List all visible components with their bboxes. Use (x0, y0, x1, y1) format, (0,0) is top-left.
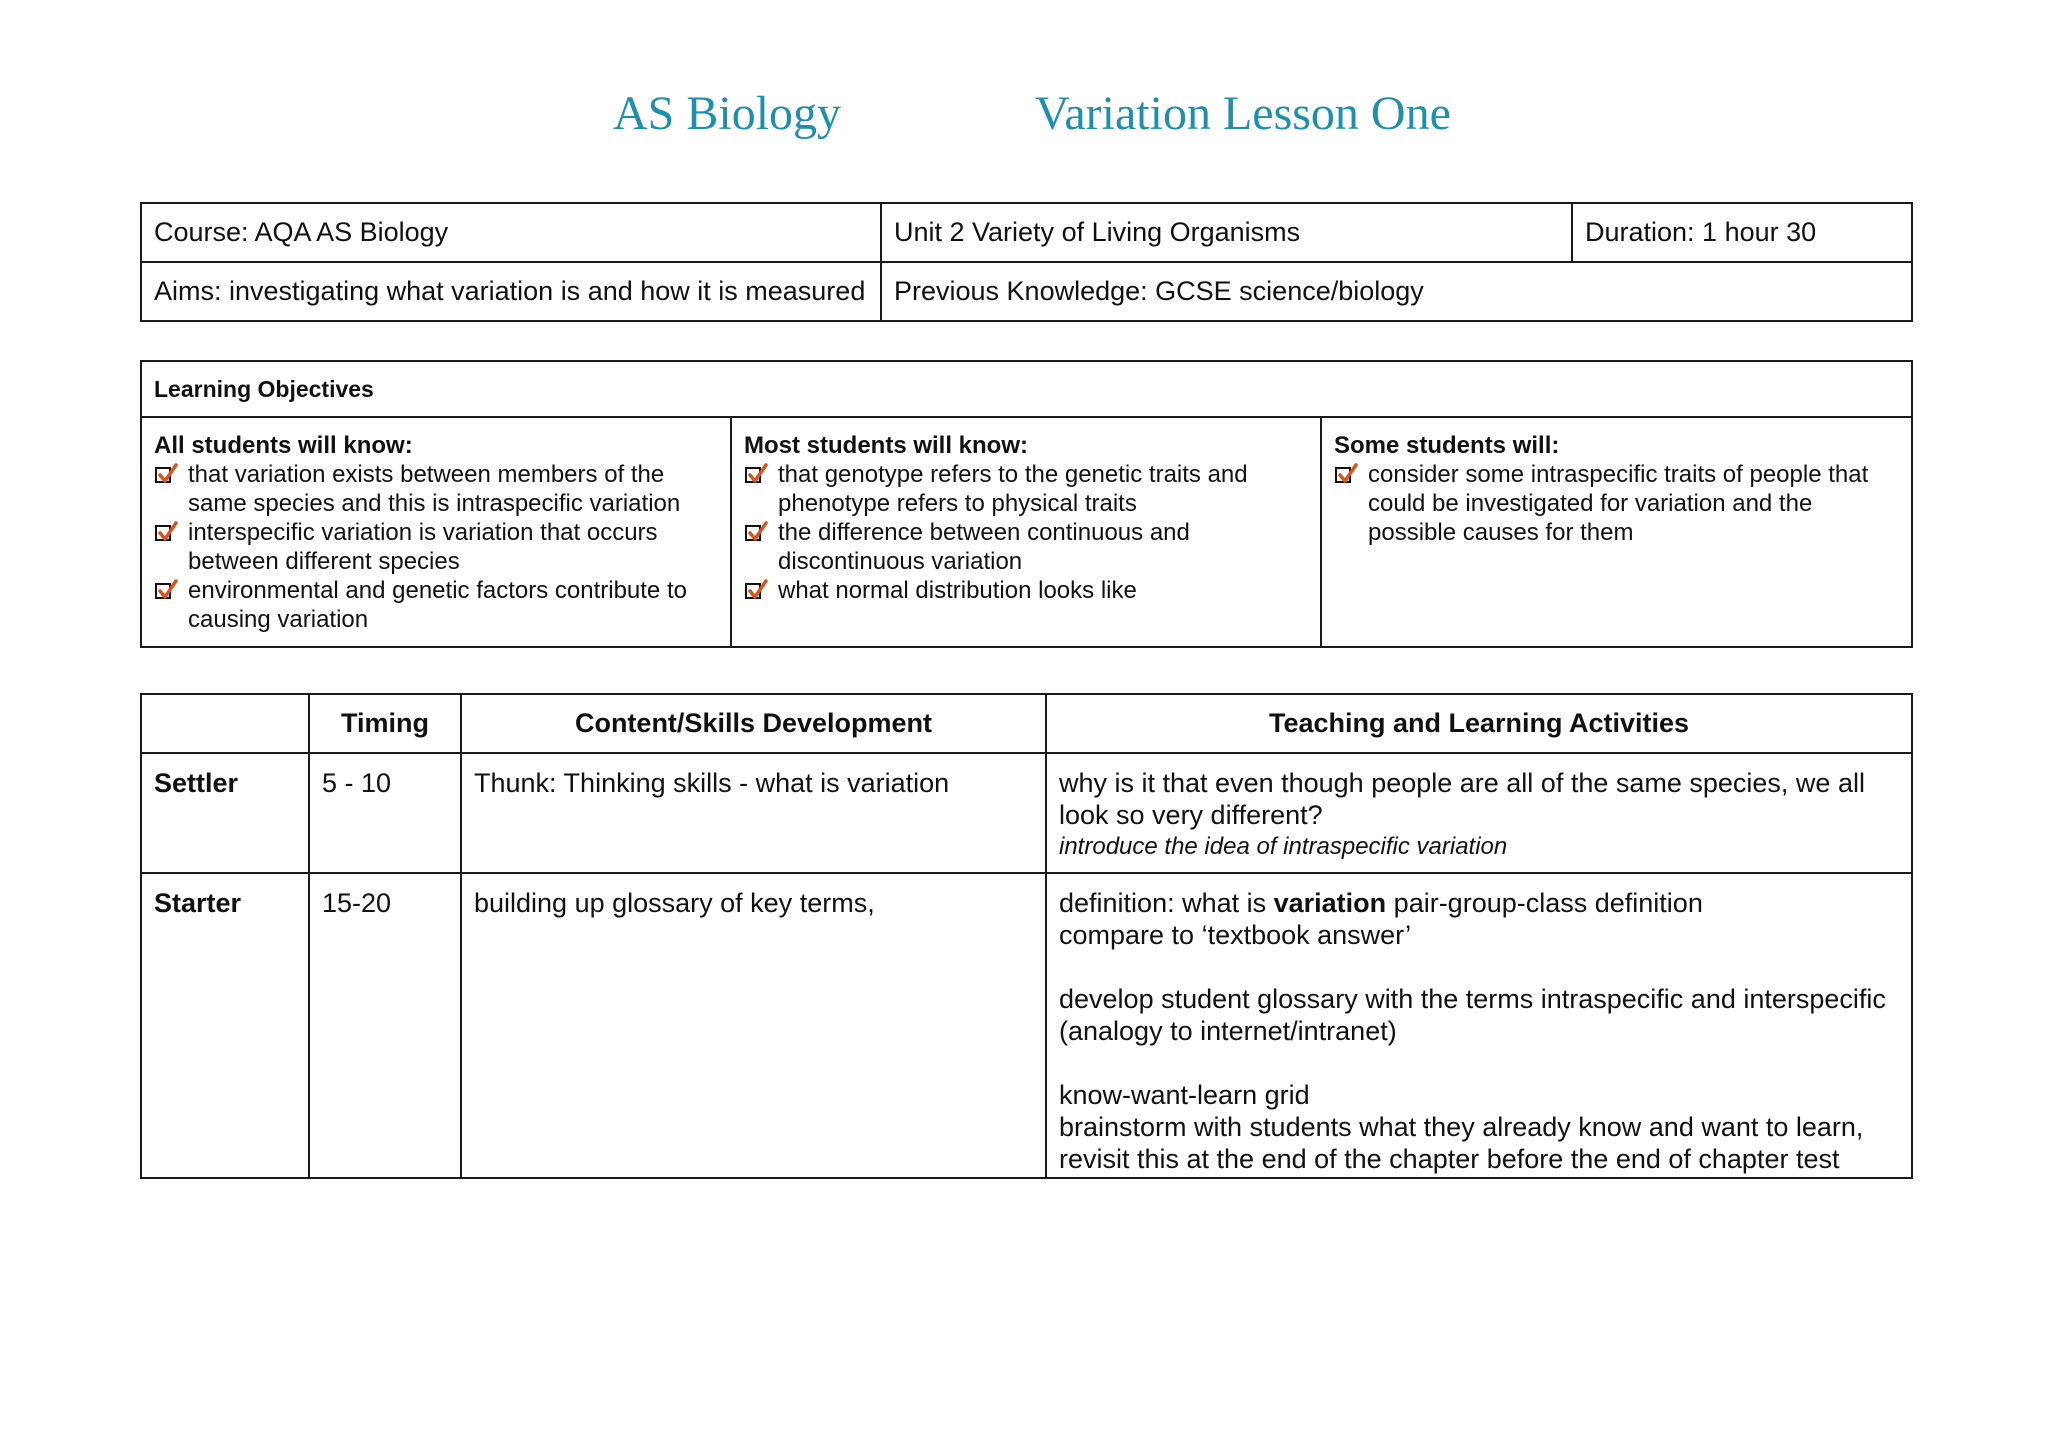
objectives-some-title: Some students will: (1334, 432, 1560, 459)
starter-activities (1046, 873, 1912, 1178)
unit-cell: Unit 2 Variety of Living Organisms (881, 203, 1572, 262)
glossary-line: develop student glossary with the terms intraspecific and interspecific (analogy to internet/intranet) (1059, 984, 1886, 1046)
settler-activity-text: why is it that even though people are all of the same species, we all look so very different? (1059, 768, 1865, 830)
activities-header: Teaching and Learning Activities (1046, 694, 1912, 753)
lesson-plan-table (140, 693, 1913, 1179)
table-row (141, 753, 1912, 873)
page-header (0, 78, 2048, 148)
objective-item: environmental and genetic factors contribute to causing variation (154, 576, 718, 634)
objective-item: what normal distribution looks like (744, 576, 1308, 605)
brainstorm-line: brainstorm with students what they already know and want to learn, revisit this at the end of the chapter before the end of chapter test (1059, 1112, 1864, 1174)
checked-box-icon (154, 576, 178, 605)
previous-knowledge-cell: Previous Knowledge: GCSE science/biology (881, 262, 1912, 321)
checked-box-icon (744, 518, 768, 547)
settler-content: Thunk: Thinking skills - what is variation (461, 753, 1046, 873)
course-info-table (140, 202, 1913, 322)
settler-activity-note: introduce the idea of intraspecific variation (1059, 833, 1508, 860)
objective-item: that variation exists between members of the same species and this is intraspecific variation (154, 460, 718, 518)
course-cell: Course: AQA AS Biology (141, 203, 881, 262)
objectives-some-column (1321, 417, 1912, 647)
lesson-title: Variation Lesson One (1035, 87, 1451, 140)
starter-timing: 15-20 (309, 873, 461, 1178)
timing-header: Timing (309, 694, 461, 753)
compare-line: compare to ‘textbook answer’ (1059, 920, 1412, 950)
checked-box-icon (154, 518, 178, 547)
content-header: Content/Skills Development (461, 694, 1046, 753)
objective-item: interspecific variation is variation that occurs between different species (154, 518, 718, 576)
learning-objectives-heading: Learning Objectives (141, 361, 1912, 417)
settler-activities (1046, 753, 1912, 873)
checked-box-icon (1334, 460, 1358, 489)
kwl-line: know-want-learn grid (1059, 1080, 1310, 1110)
checked-box-icon (744, 576, 768, 605)
objectives-most-title: Most students will know: (744, 432, 1029, 459)
objective-item: that genotype refers to the genetic traits and phenotype refers to physical traits (744, 460, 1308, 518)
aims-cell: Aims: investigating what variation is and how it is measured (141, 262, 881, 321)
starter-content: building up glossary of key terms, (461, 873, 1046, 1178)
blank-header (141, 694, 309, 753)
settler-label: Settler (141, 753, 309, 873)
definition-line: definition: what is variation pair-group-class definition (1059, 888, 1703, 918)
checked-box-icon (154, 460, 178, 489)
objectives-most-column (731, 417, 1321, 647)
settler-timing: 5 - 10 (309, 753, 461, 873)
course-title: AS Biology (613, 87, 842, 140)
objective-item: consider some intraspecific traits of people that could be investigated for variation and the possible causes for them (1334, 460, 1899, 547)
objectives-all-title: All students will know: (154, 432, 413, 459)
objective-item: the difference between continuous and discontinuous variation (744, 518, 1308, 576)
variation-term: variation (1273, 888, 1387, 918)
table-row (141, 873, 1912, 1178)
starter-label: Starter (141, 873, 309, 1178)
duration-cell: Duration: 1 hour 30 (1572, 203, 1912, 262)
objectives-all-column (141, 417, 731, 647)
checked-box-icon (744, 460, 768, 489)
learning-objectives-table (140, 360, 1913, 648)
